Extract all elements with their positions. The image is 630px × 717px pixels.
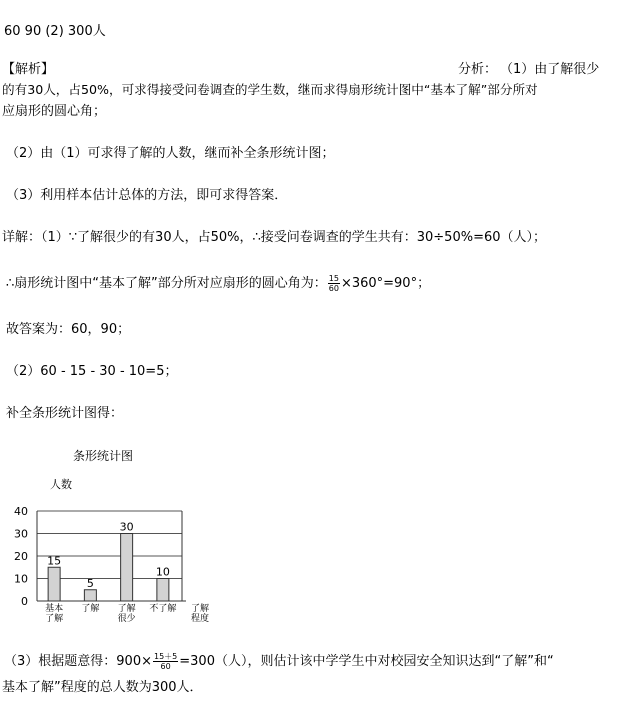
- bar-chart: [0, 440, 240, 630]
- fraction-denominator: 60: [328, 284, 339, 293]
- y-tick-label: 30: [14, 527, 28, 541]
- x-tick-label: 很少: [117, 614, 136, 624]
- chart-title: 条形统计图: [72, 449, 134, 463]
- x-axis-label: 程度: [190, 614, 210, 624]
- x-tick-label: 基本: [45, 604, 64, 614]
- bar-了解: [84, 590, 96, 601]
- bar-了解很少: [121, 534, 133, 602]
- solution-line-4: （2）60 - 15 - 30 - 10=5；: [6, 364, 178, 379]
- x-tick-label: 了解: [81, 604, 100, 614]
- data-label: 10: [155, 565, 170, 579]
- y-axis-label: 人数: [50, 478, 72, 491]
- solution-line-5: 补全条形统计图得：: [6, 406, 124, 421]
- answer-line: 60 90 (2) 300人: [4, 24, 106, 39]
- fraction-numerator: 15: [328, 274, 339, 283]
- bar-不了解: [157, 579, 169, 602]
- analysis-p2: （2）由（1）可求得了解的人数，继而补全条形统计图；: [6, 146, 335, 161]
- y-tick-label: 40: [14, 505, 28, 518]
- analysis-p1-a: （1）由了解很少: [500, 62, 600, 77]
- solution-line-2-pre: ∴扇形统计图中“基本了解”部分所对应扇形的圆心角为：: [6, 276, 327, 291]
- y-tick-label: 10: [14, 572, 28, 586]
- solution-line-1: 详解：（1）∵了解很少的有30人，占50%，∴接受问卷调查的学生共有：30÷50%=60（人）；: [2, 230, 547, 245]
- solution-line-7: 基本了解”程度的总人数为300人．: [2, 680, 203, 695]
- solution-line-3: 故答案为：60，90；: [6, 322, 131, 337]
- solution-line-6: [4, 650, 554, 674]
- fraction-15-60: [328, 274, 340, 293]
- analysis-p1-c: 应扇形的圆心角；: [2, 104, 107, 119]
- y-tick-label: 0: [21, 595, 28, 608]
- fraction-numerator: 15＋5: [153, 652, 178, 661]
- solution-line-6-post: =300（人），则估计该中学学生中对校园安全知识达到“了解”和“: [179, 654, 554, 669]
- x-tick-label: 不了解: [149, 604, 177, 614]
- analysis-tag: 【解析】: [2, 62, 55, 77]
- x-tick-label: 了解: [117, 604, 136, 614]
- analysis-label: 分析：: [458, 62, 498, 77]
- solution-line-2: [6, 272, 430, 296]
- y-tick-label: 20: [14, 550, 28, 563]
- fraction-denominator: 60: [160, 662, 171, 671]
- bar-基本了解: [48, 567, 60, 601]
- solution-line-6-pre: （3）根据题意得：900×: [4, 654, 152, 669]
- analysis-p1-b: 的有30人，占50%，可求得接受问卷调查的学生数，继而求得扇形统计图中“基本了解”部分所对: [2, 82, 538, 97]
- data-label: 5: [86, 576, 94, 590]
- x-axis-label: 了解: [190, 604, 210, 614]
- data-label: 15: [47, 554, 62, 568]
- solution-line-2-post: ×360°=90°；: [340, 276, 431, 291]
- fraction-20-60: [153, 652, 178, 671]
- analysis-p3: （3）利用样本估计总体的方法，即可求得答案．: [6, 188, 288, 203]
- data-label: 30: [119, 520, 134, 534]
- x-tick-label: 了解: [45, 614, 64, 624]
